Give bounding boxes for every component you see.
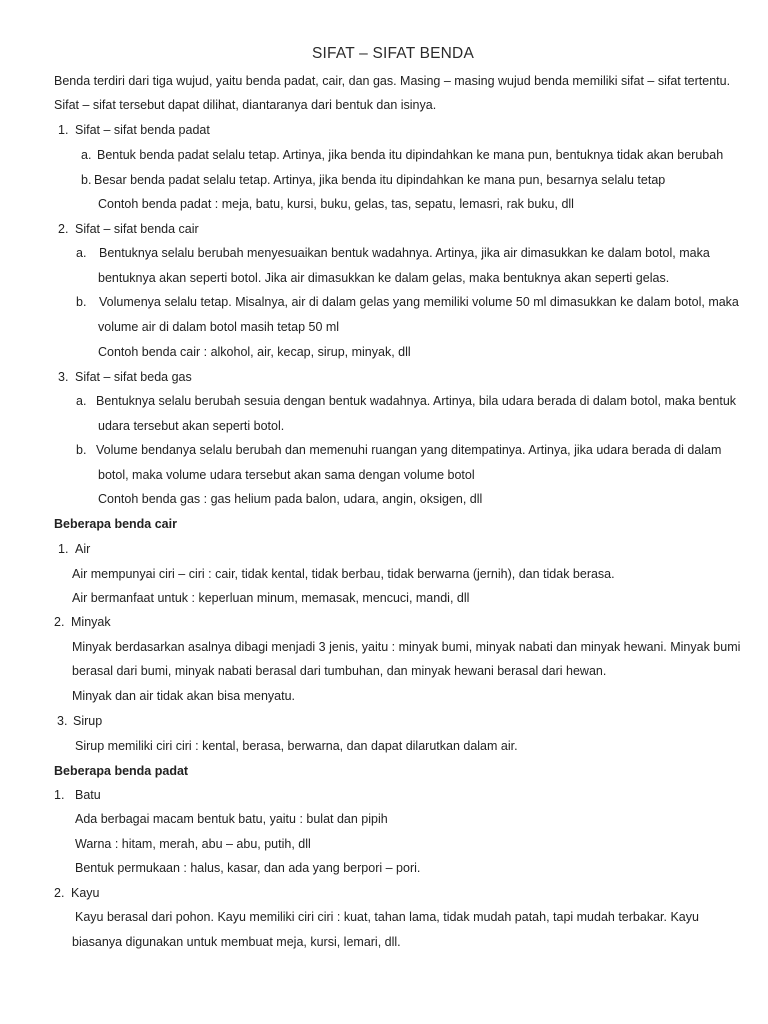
cair-item1-number: 1. (58, 542, 69, 556)
padat-item1-number: 1. (54, 788, 65, 802)
sec3-a-line-1: Bentuknya selalu berubah sesuia dengan bentuk wadahnya. Artinya, bila udara berada di dalam botol, maka bentuk (96, 394, 737, 408)
sec3-heading: Sifat – sifat beda gas (75, 370, 192, 384)
sec3-example: Contoh benda gas : gas helium pada balon, udara, angin, oksigen, dll (98, 492, 483, 506)
sec3-a-marker: a. (76, 394, 87, 408)
sec2-a-line-1: Bentuknya selalu berubah menyesuaikan bentuk wadahnya. Artinya, jika air dimasukkan ke dalam botol, maka (99, 246, 710, 260)
sec2-example: Contoh benda cair : alkohol, air, kecap, sirup, minyak, dll (98, 345, 411, 359)
sec3-number: 3. (58, 370, 69, 384)
sec2-a-line-2: bentuknya akan seperti botol. Jika air dimasukkan ke dalam gelas, maka bentuknya akan seperti gelas. (98, 271, 670, 285)
cair-item3-line-1: Sirup memiliki ciri ciri : kental, berasa, berwarna, dan dapat dilarutkan dalam air. (75, 739, 518, 753)
cair-item2-line-3: Minyak dan air tidak akan bisa menyatu. (72, 689, 296, 703)
padat-item2-title: Kayu (71, 886, 100, 900)
page-title: SIFAT – SIFAT BENDA (311, 45, 474, 62)
sec3-b-marker: b. (76, 443, 87, 457)
sec3-b-line-2: botol, maka volume udara tersebut akan sama dengan volume botol (98, 468, 475, 482)
cair-item2-title: Minyak (71, 615, 111, 629)
cair-item3-number: 3. (57, 714, 68, 728)
padat-item1-line-3: Bentuk permukaan : halus, kasar, dan ada yang berpori – pori. (75, 861, 421, 875)
cair-item2-line-2: berasal dari bumi, minyak nabati berasal dari tumbuhan, dan minyak hewani berasal dari hewan. (72, 664, 607, 678)
intro-line-2: Sifat – sifat tersebut dapat dilihat, diantaranya dari bentuk dan isinya. (54, 98, 437, 112)
padat-item1-line-1: Ada berbagai macam bentuk batu, yaitu : bulat dan pipih (75, 812, 388, 826)
cair-item3-title: Sirup (73, 714, 103, 728)
sec3-a-line-2: udara tersebut akan seperti botol. (98, 419, 285, 433)
sec1-b-text: Besar benda padat selalu tetap. Artinya, jika benda itu dipindahkan ke mana pun, besarnya selalu tetap (94, 173, 666, 187)
padat-item1-title: Batu (75, 788, 101, 802)
sec3-b-line-1: Volume bendanya selalu berubah dan memenuhi ruangan yang ditempatinya. Artinya, jika udara berada di dalam (96, 443, 722, 457)
sec1-a-text: Bentuk benda padat selalu tetap. Artinya, jika benda itu dipindahkan ke mana pun, bentuknya tidak akan berubah (97, 148, 724, 162)
sec2-heading: Sifat – sifat benda cair (75, 222, 199, 236)
intro-line-1: Benda terdiri dari tiga wujud, yaitu benda padat, cair, dan gas. Masing – masing wujud benda memiliki sifat – sifat tertentu. (54, 74, 731, 88)
padat-item2-line-2: biasanya digunakan untuk membuat meja, kursi, lemari, dll. (72, 935, 401, 949)
sec2-b-line-1: Volumenya selalu tetap. Misalnya, air di dalam gelas yang memiliki volume 50 ml dimasukkan ke dalam botol, maka (99, 295, 739, 309)
sec1-heading: Sifat – sifat benda padat (75, 123, 210, 137)
cair-item1-title: Air (75, 542, 91, 556)
cair-heading: Beberapa benda cair (54, 517, 177, 531)
padat-item1-line-2: Warna : hitam, merah, abu – abu, putih, dll (75, 837, 311, 851)
cair-item2-number: 2. (54, 615, 65, 629)
sec1-b-marker: b. (81, 173, 92, 187)
sec1-example: Contoh benda padat : meja, batu, kursi, buku, gelas, tas, sepatu, lemasri, rak buku, dll (98, 197, 574, 211)
sec1-number: 1. (58, 123, 69, 137)
sec2-b-line-2: volume air di dalam botol masih tetap 50 ml (98, 320, 340, 334)
cair-item1-line-2: Air bermanfaat untuk : keperluan minum, memasak, mencuci, mandi, dll (72, 591, 470, 605)
cair-item1-line-1: Air mempunyai ciri – ciri : cair, tidak kental, tidak berbau, tidak berwarna (jernih), dan tidak berasa. (72, 567, 615, 581)
padat-item2-line-1: Kayu berasal dari pohon. Kayu memiliki ciri ciri : kuat, tahan lama, tidak mudah patah, tapi mudah terbakar. Kayu (75, 910, 699, 924)
cair-item2-line-1: Minyak berdasarkan asalnya dibagi menjadi 3 jenis, yaitu : minyak bumi, minyak nabati dan minyak hewani. Minyak bumi (72, 640, 741, 654)
sec1-a-marker: a. (81, 148, 92, 162)
sec2-number: 2. (58, 222, 69, 236)
padat-item2-number: 2. (54, 886, 65, 900)
padat-heading: Beberapa benda padat (54, 764, 189, 778)
sec2-b-marker: b. (76, 295, 87, 309)
sec2-a-marker: a. (76, 246, 87, 260)
